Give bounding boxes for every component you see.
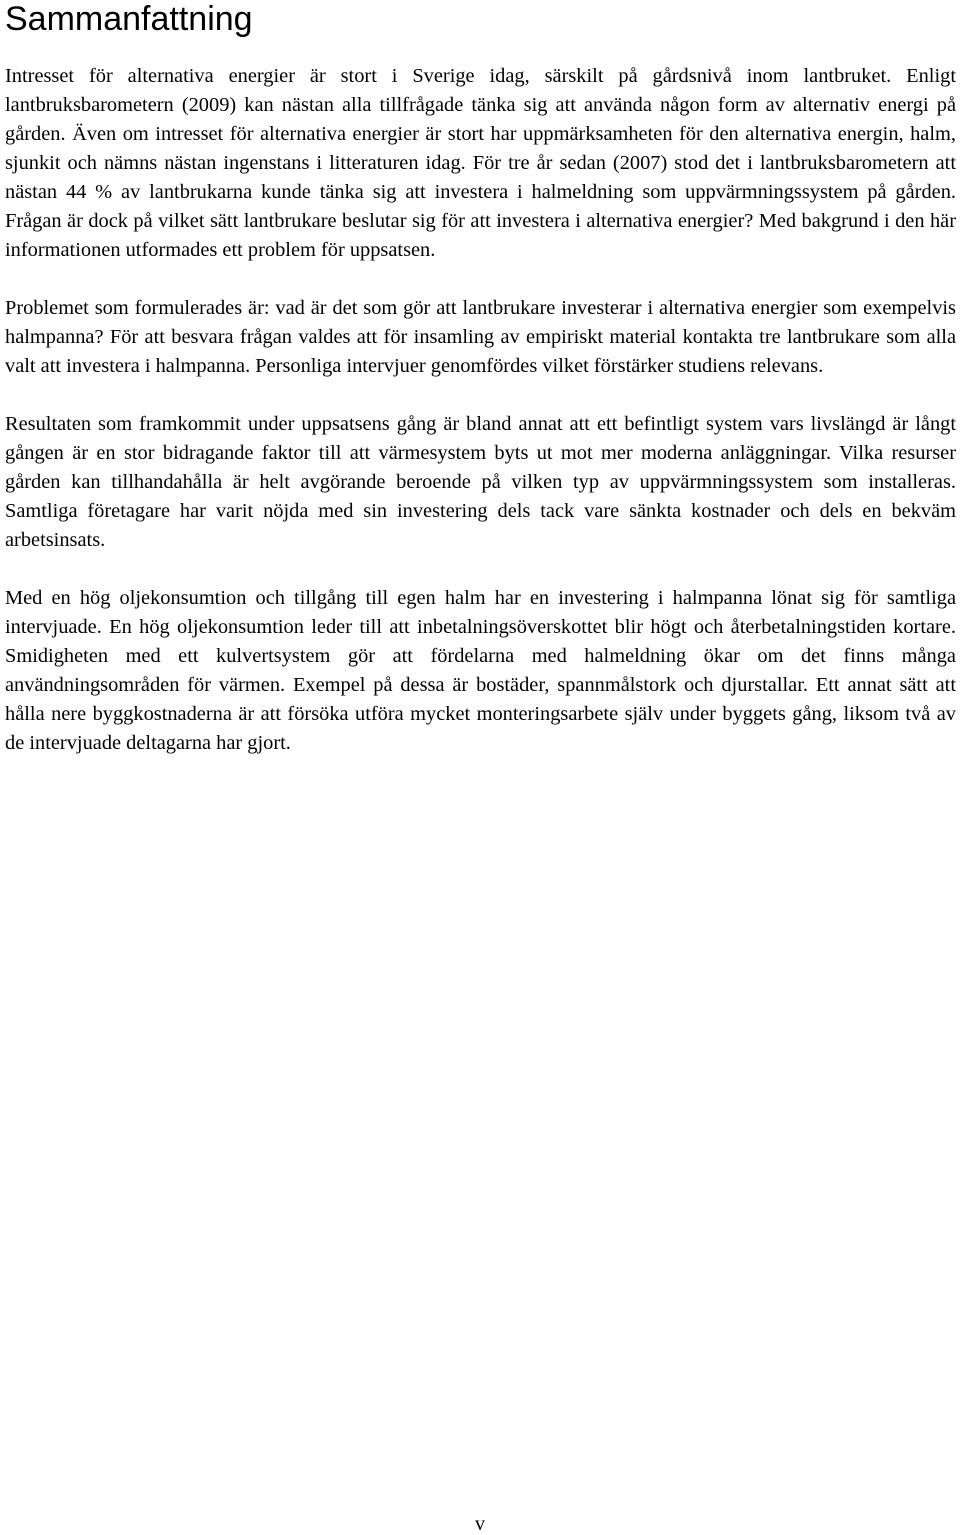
paragraph-2: Problemet som formulerades är: vad är det som gör att lantbrukare investerar i alternativa energier som exempelvis halmpanna? För att besvara frågan valdes att för insamling av empiriskt material kontakta tre lantbrukare som alla valt att investera i halmpanna. Personliga intervjuer genomfördes vilket förstärker studiens relevans. [5, 297, 956, 377]
paragraph-4: Med en hög oljekonsumtion och tillgång till egen halm har en investering i halmpanna lönat sig för samtliga intervjuade. En hög oljekonsumtion leder till att inbetalningsöverskottet blir högt och återbetalningstiden kortare. Smidigheten med ett kulvertsystem gör att fördelarna med halmeldning ökar om det finns många användningsområden för värmen. Exempel på dessa är bostäder, spannmålstork och djurstallar. Ett annat sätt att hålla nere byggkostnaderna är att försöka utföra mycket monteringsarbete själv under byggets gång, liksom två av de intervjuade deltagarna har gjort. [5, 587, 956, 754]
page-number: v [475, 1513, 485, 1535]
paragraph-3: Resultaten som framkommit under uppsatsens gång är bland annat att ett befintligt system vars livslängd är långt gången är en stor bidragande faktor till att värmesystem byts ut mot mer moderna anläggningar. Vilka resurser gården kan tillhandahålla är helt avgörande beroende på vilken typ av uppvärmningssystem som installeras. Samtliga företagare har varit nöjda med sin investering dels tack vare sänkta kostnader och dels en bekväm arbetsinsats. [5, 413, 956, 551]
document-page [5, 0, 956, 758]
paragraph-1: Intresset för alternativa energier är stort i Sverige idag, särskilt på gårdsnivå inom lantbruket. Enligt lantbruksbarometern (2009) kan nästan alla tillfrågade tänka sig att använda någon form av alternativ energi på gården. Även om intresset för alternativa energier är stort har uppmärksamheten för den alternativa energin, halm, sjunkit och nämns nästan ingenstans i litteraturen idag. För tre år sedan (2007) stod det i lantbruksbarometern att nästan 44 % av lantbrukarna kunde tänka sig att investera i halmeldning som uppvärmningssystem på gården. Frågan är dock på vilket sätt lantbrukare beslutar sig för att investera i alternativa energier? Med bakgrund i den här informationen utformades ett problem för uppsatsen. [5, 65, 956, 261]
page-title: Sammanfattning [5, 0, 253, 38]
